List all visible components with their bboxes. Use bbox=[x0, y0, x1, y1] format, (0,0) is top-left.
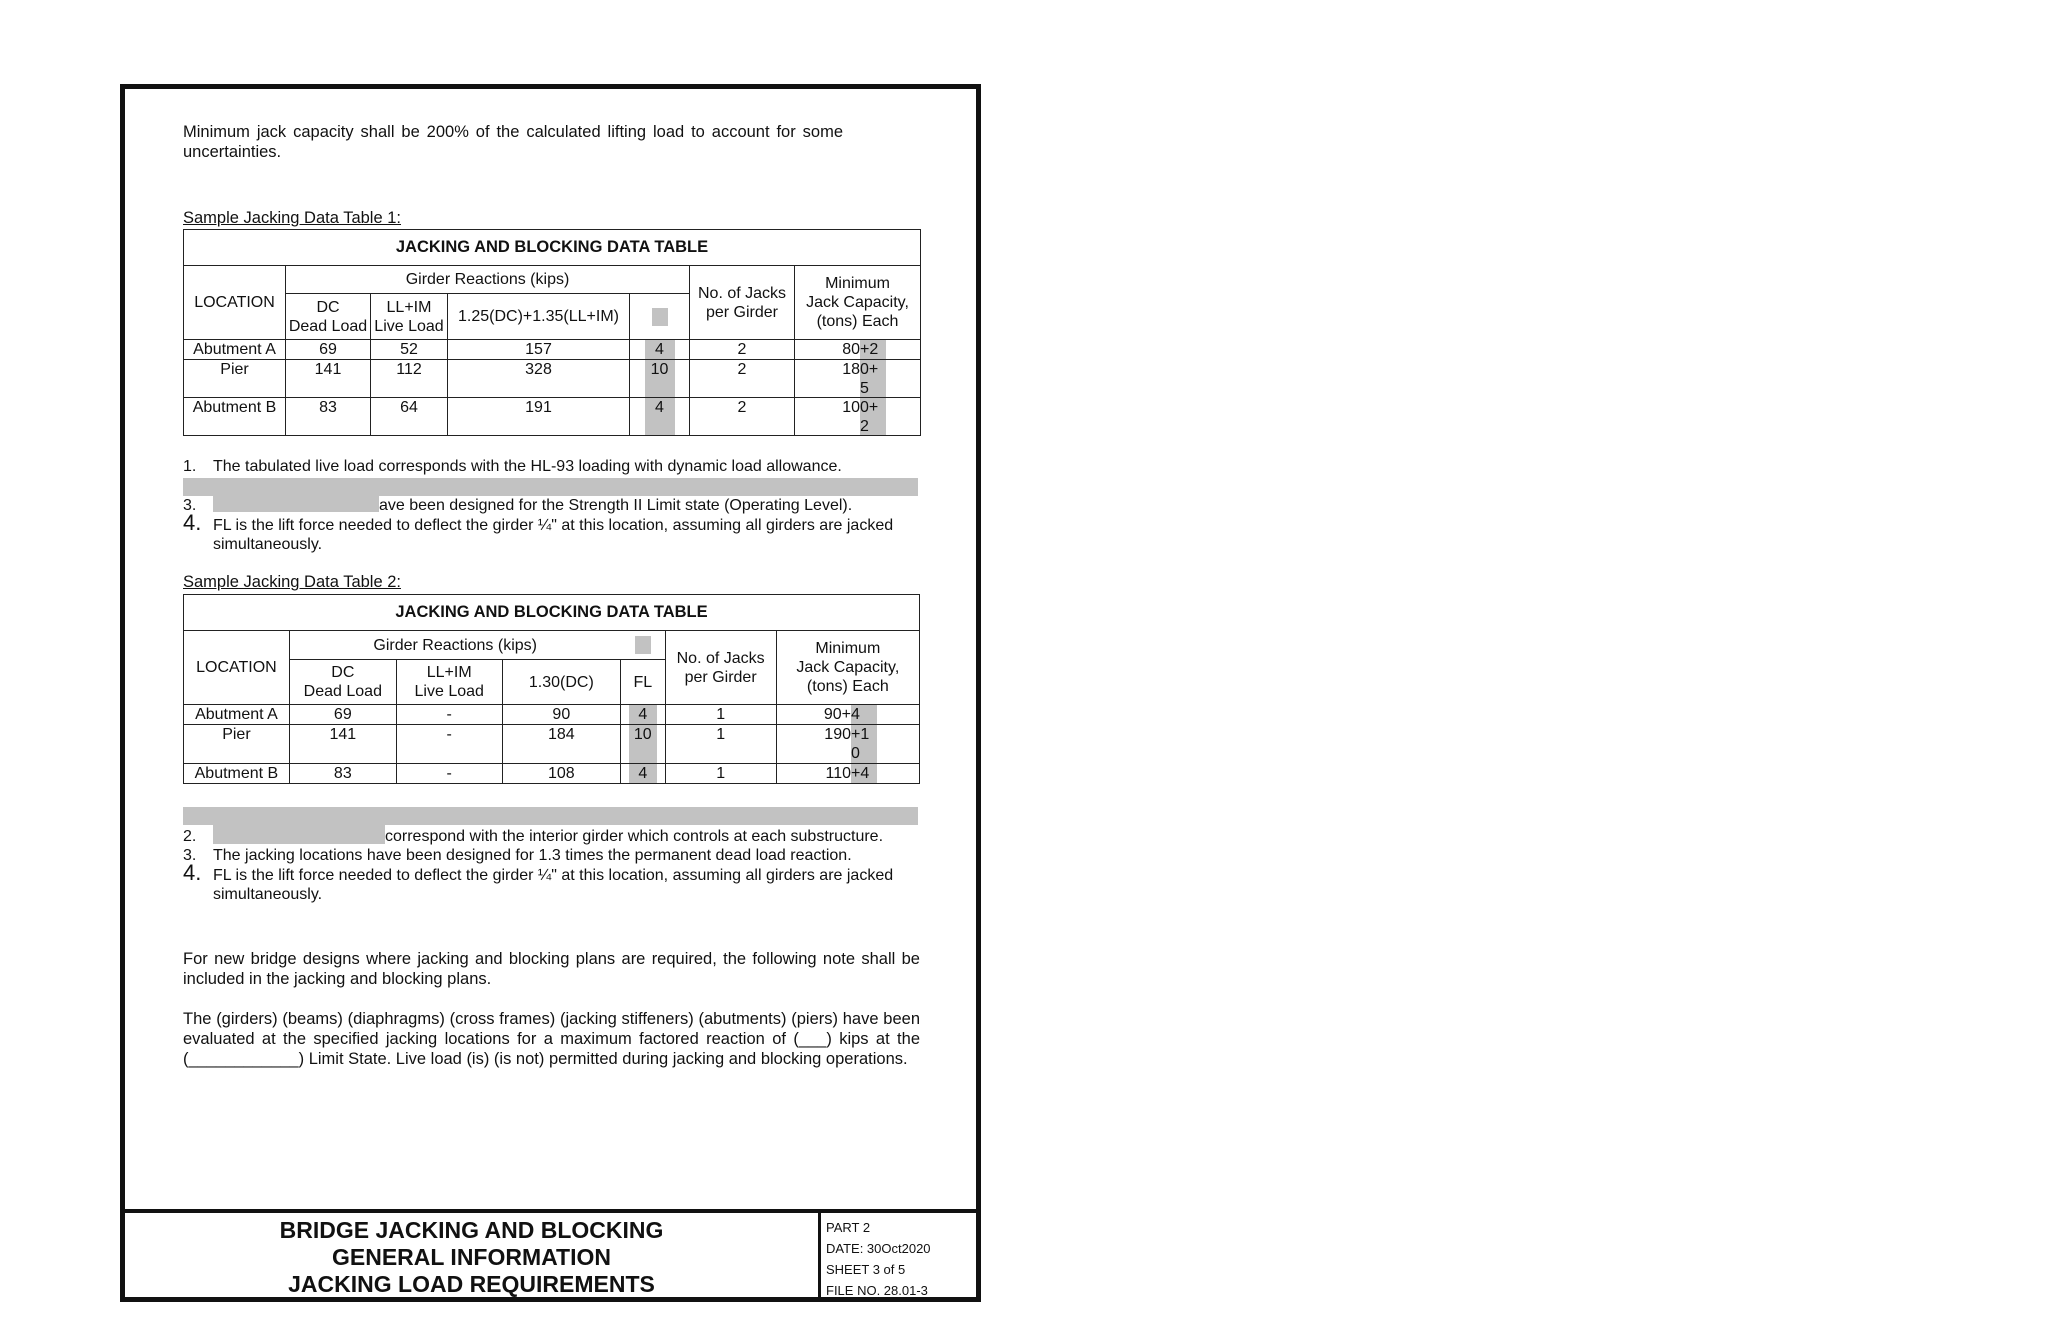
sheet-info bbox=[818, 1209, 981, 1302]
list-item: 4. FL is the lift force needed to deflect the girder ¼" at this location, assuming all girders are jacked simultaneously. bbox=[183, 509, 894, 553]
table1-jacks-header: No. of Jacks per Girder bbox=[690, 266, 795, 340]
table2-dc-header: DC Dead Load bbox=[289, 660, 396, 705]
table-row: Pier 141 112 328 10 2 180+ 5 bbox=[184, 360, 921, 398]
table1-caption: Sample Jacking Data Table 1: bbox=[183, 209, 401, 227]
plan-note-paragraph: The (girders) (beams) (diaphragms) (cross frames) (jacking stiffeners) (abutments) (piers) have been evaluated at the specified jacking locations for a maximum factored reaction of (___) kips at the (____________) Limit State. Live load (is) (is not) permitted during jacking and blocking operations. bbox=[183, 1010, 920, 1068]
table2-title: JACKING AND BLOCKING DATA TABLE bbox=[184, 595, 920, 631]
table1-title: JACKING AND BLOCKING DATA TABLE bbox=[184, 230, 921, 266]
table2-girder-header: Girder Reactions (kips) bbox=[289, 631, 620, 660]
list-item: 2. correspond with the interior girder which controls at each substructure. bbox=[183, 827, 884, 845]
table2-location-header: LOCATION bbox=[184, 631, 290, 705]
table2-jacks-header: No. of Jacks per Girder bbox=[665, 631, 776, 705]
part-label: PART 2 bbox=[826, 1220, 871, 1235]
jacking-table-2 bbox=[183, 594, 920, 784]
title-block bbox=[125, 1209, 976, 1302]
file-number: FILE NO. 28.01-3 bbox=[826, 1283, 928, 1298]
table1-combo-header: 1.25(DC)+1.35(LL+IM) bbox=[448, 294, 630, 340]
list-item: 3. ave been designed for the Strength II Limit state (Operating Level). bbox=[183, 497, 853, 514]
list-item: 3. The jacking locations have been designed for 1.3 times the permanent dead load reaction. bbox=[183, 847, 852, 864]
table2-combo-header: 1.30(DC) bbox=[502, 660, 620, 705]
intro-paragraph: Minimum jack capacity shall be 200% of the calculated lifting load to account for some uncertainties. bbox=[183, 123, 843, 161]
redaction-bar bbox=[213, 496, 379, 512]
sheet-number: SHEET 3 of 5 bbox=[826, 1262, 906, 1277]
document-sheet bbox=[120, 84, 981, 1302]
new-designs-paragraph: For new bridge designs where jacking and blocking plans are required, the following note shall be included in the jacking and blocking plans. bbox=[183, 950, 920, 988]
table-row: Abutment A 69 - 90 4 1 90+4 bbox=[184, 705, 920, 725]
table1-fl-header bbox=[630, 294, 690, 340]
sheet-title: BRIDGE JACKING AND BLOCKING GENERAL INFORMATION JACKING LOAD REQUIREMENTS bbox=[279, 1217, 664, 1297]
table2-caption: Sample Jacking Data Table 2: bbox=[183, 573, 401, 591]
table1-girder-header: Girder Reactions (kips) bbox=[286, 266, 690, 294]
table1-ll-header: LL+IM Live Load bbox=[371, 294, 448, 340]
redaction-bar bbox=[183, 478, 918, 496]
table1-location-header: LOCATION bbox=[184, 266, 286, 340]
table1-capacity-header: Minimum Jack Capacity, (tons) Each bbox=[795, 266, 921, 340]
table-row: Abutment B 83 - 108 4 1 110+4 bbox=[184, 764, 920, 784]
date-label: DATE: 30Oct2020 bbox=[826, 1241, 931, 1256]
jacking-table-1 bbox=[183, 229, 921, 436]
table2-capacity-header: Minimum Jack Capacity, (tons) Each bbox=[776, 631, 919, 705]
redaction-bar bbox=[183, 807, 918, 825]
table-row: Abutment A 69 52 157 4 2 80+2 bbox=[184, 340, 921, 360]
table2-fl-header: FL bbox=[620, 660, 665, 705]
list-item: 1. The tabulated live load corresponds with the HL-93 loading with dynamic load allowance. bbox=[183, 458, 842, 475]
table-row: Abutment B 83 64 191 4 2 100+ 2 bbox=[184, 398, 921, 436]
redaction-bar bbox=[213, 825, 385, 844]
table2-ll-header: LL+IM Live Load bbox=[396, 660, 502, 705]
list-item: 4. FL is the lift force needed to deflect the girder ¼" at this location, assuming all girders are jacked simultaneously. bbox=[183, 859, 894, 903]
table1-dc-header: DC Dead Load bbox=[286, 294, 371, 340]
table-row: Pier 141 - 184 10 1 190+1 0 bbox=[184, 725, 920, 764]
